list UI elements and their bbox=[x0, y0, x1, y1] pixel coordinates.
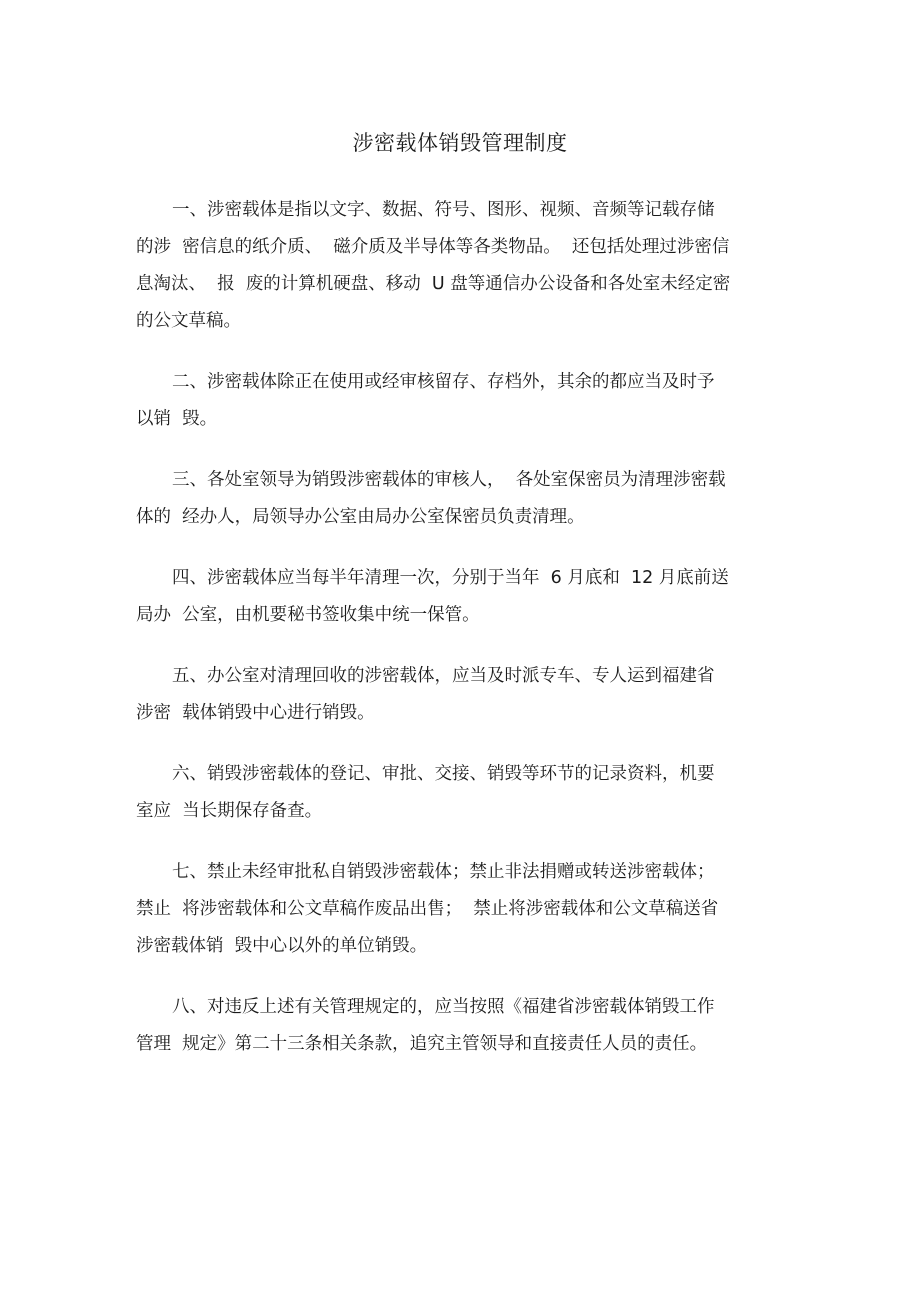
paragraph-7 bbox=[136, 854, 784, 965]
paragraph-1 bbox=[136, 192, 784, 340]
paragraph-line: 室应 当长期保存备查。 bbox=[136, 801, 323, 821]
paragraph-line: 的公文草稿。 bbox=[136, 311, 241, 331]
document-body bbox=[136, 192, 784, 1087]
paragraph-5 bbox=[136, 658, 784, 732]
paragraph-3 bbox=[136, 462, 784, 536]
paragraph-line: 息淘汰、 报 废的计算机硬盘、移动 U 盘等通信办公设备和各处室未经定密 bbox=[136, 274, 731, 294]
paragraph-line: 禁止 将涉密载体和公文草稿作废品出售； 禁止将涉密载体和公文草稿送省 bbox=[136, 899, 719, 919]
paragraph-6 bbox=[136, 756, 784, 830]
paragraph-line: 三、各处室领导为销毁涉密载体的审核人， 各处室保密员为清理涉密载 bbox=[172, 470, 726, 490]
paragraph-line: 管理 规定》第二十三条相关条款，追究主管领导和直接责任人员的责任。 bbox=[136, 1034, 708, 1054]
paragraph-8 bbox=[136, 989, 784, 1063]
paragraph-line: 一、涉密载体是指以文字、数据、符号、图形、视频、音频等记载存储 bbox=[172, 200, 715, 220]
paragraph-line: 七、禁止未经审批私自销毁涉密载体；禁止非法捐赠或转送涉密载体； bbox=[172, 862, 715, 882]
paragraph-4 bbox=[136, 560, 784, 634]
paragraph-line: 以销 毁。 bbox=[136, 409, 218, 429]
paragraph-line: 的涉 密信息的纸介质、 磁介质及半导体等各类物品。 还包括处理过涉密信 bbox=[136, 237, 730, 257]
paragraph-line: 涉密载体销 毁中心以外的单位销毁。 bbox=[136, 936, 428, 956]
document-title: 涉密载体销毁管理制度 bbox=[352, 131, 568, 155]
paragraph-line: 局办 公室，由机要秘书签收集中统一保管。 bbox=[136, 605, 480, 625]
paragraph-line: 四、涉密载体应当每半年清理一次，分别于当年 6 月底和 12 月底前送 bbox=[172, 568, 729, 588]
paragraph-line: 体的 经办人，局领导办公室由局办公室保密员负责清理。 bbox=[136, 507, 585, 527]
paragraph-line: 涉密 载体销毁中心进行销毁。 bbox=[136, 703, 375, 723]
paragraph-line: 六、销毁涉密载体的登记、审批、交接、销毁等环节的记录资料，机要 bbox=[172, 764, 715, 784]
paragraph-line: 五、办公室对清理回收的涉密载体，应当及时派专车、专人运到福建省 bbox=[172, 666, 715, 686]
paragraph-line: 八、对违反上述有关管理规定的，应当按照《福建省涉密载体销毁工作 bbox=[172, 997, 715, 1017]
paragraph-2 bbox=[136, 364, 784, 438]
paragraph-line: 二、涉密载体除正在使用或经审核留存、存档外，其余的都应当及时予 bbox=[172, 372, 715, 392]
